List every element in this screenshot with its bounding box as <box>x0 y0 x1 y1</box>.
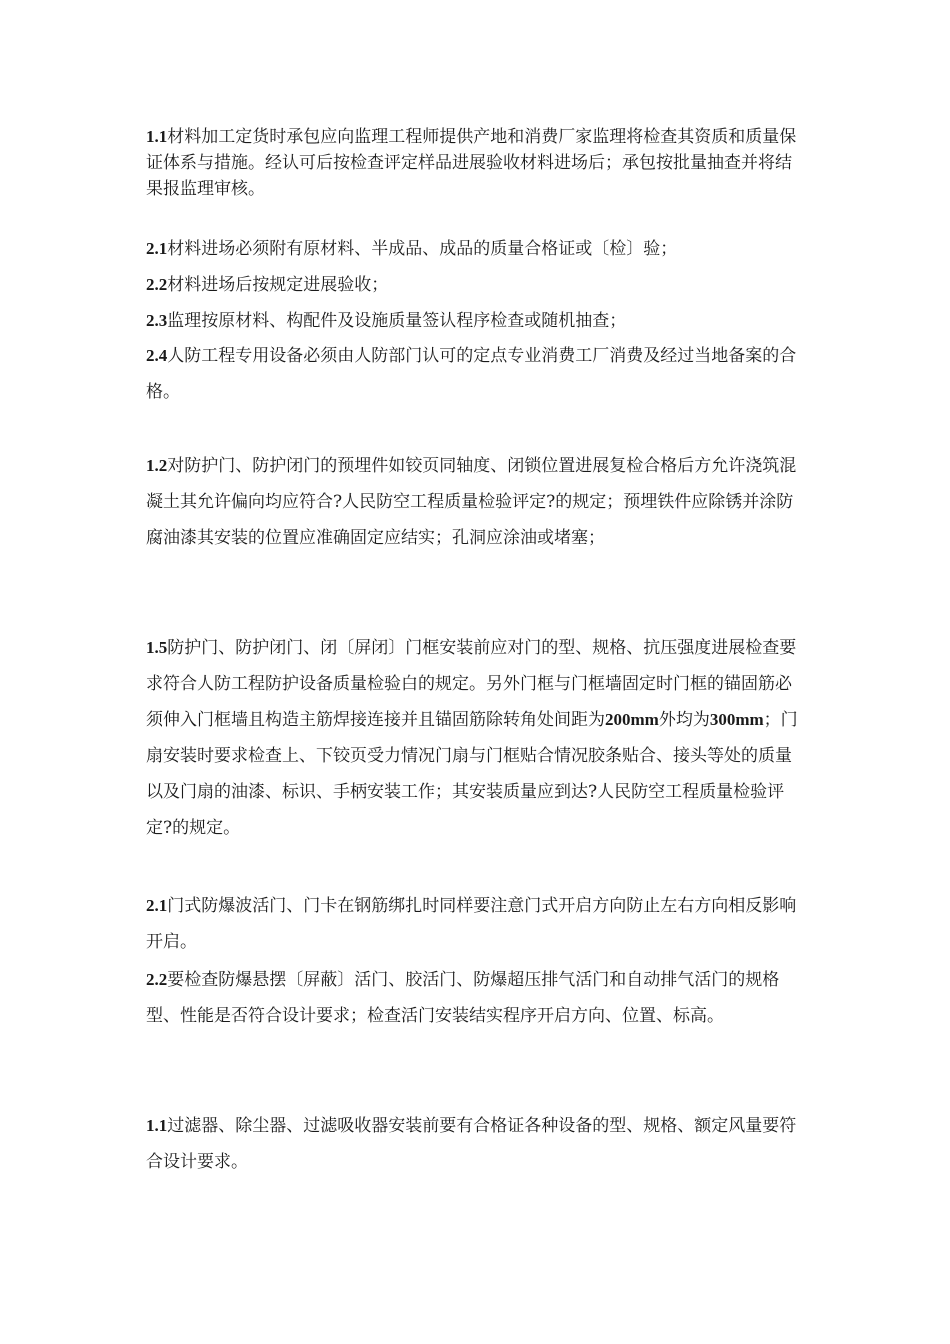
paragraph-text: 对防护门、防护闭门的预埋件如铰页同轴度、闭锁位置进展复检合格后方允许浇筑混凝土其允许偏向均应符合?人民防空工程质量检验评定?的规定；预埋铁件应除锈并涂防腐油漆其安装的位置应准确固定应结实；孔洞应涂油或堵塞； <box>146 456 797 548</box>
clause-number: 2.1 <box>146 896 168 915</box>
paragraph-1-1-filter-installation <box>146 1108 806 1180</box>
paragraph-1-2-embedded-parts <box>146 448 806 556</box>
paragraph-2-4-special-equipment <box>146 338 806 410</box>
paragraph-text: ；门扇安装时要求检查上、下铰页受力情况门扇与门框贴合情况胶条贴合、接头等处的质量以及门扇的油漆、标识、手柄安装工作；其安装质量应到达?人民防空工程质量检验评定?的规定。 <box>146 710 798 838</box>
paragraph-2-3-supervision-check <box>146 308 806 334</box>
paragraph-1-1-materials-ordering <box>146 124 806 202</box>
paragraph-text: 材料进场必须附有原材料、半成品、成品的质量合格证或〔检〕验； <box>167 239 678 259</box>
spacing-value: 200mm <box>605 710 659 729</box>
paragraph-text: 过滤器、除尘器、过滤吸收器安装前要有合格证各种设备的型、规格、额定风量要符合设计要求。 <box>146 1116 797 1172</box>
paragraph-text: 人防工程专用设备必须由人防部门认可的定点专业消费工厂消费及经过当地备案的合格。 <box>146 346 797 402</box>
clause-number: 1.1 <box>146 127 168 146</box>
paragraph-2-2-valve-inspection <box>146 962 806 1034</box>
paragraph-2-2-acceptance <box>146 272 806 298</box>
clause-number: 1.5 <box>146 638 168 657</box>
clause-number: 1.1 <box>146 1116 168 1135</box>
clause-number: 2.3 <box>146 311 168 330</box>
clause-number: 2.2 <box>146 970 168 989</box>
clause-number: 2.1 <box>146 239 168 258</box>
paragraph-2-1-quality-certificate <box>146 236 806 262</box>
spacing-value: 300mm <box>709 710 764 729</box>
paragraph-text: 外均为 <box>658 710 710 730</box>
clause-number: 2.4 <box>146 346 168 365</box>
paragraph-text: 材料加工定货时承包应向监理工程师提供产地和消费厂家监理将检查其资质和质量保证体系与措施。经认可后按检查评定样品进展验收材料进场后；承包按批量抽查并将结果报监理审核。 <box>146 127 797 199</box>
paragraph-text: 材料进场后按规定进展验收； <box>167 275 389 295</box>
clause-number: 2.2 <box>146 275 168 294</box>
paragraph-text: 监理按原材料、构配件及设施质量签认程序检查或随机抽查； <box>167 311 627 331</box>
paragraph-1-5-door-frame-installation <box>146 630 806 846</box>
paragraph-text: 门式防爆波活门、门卡在钢筋绑扎时同样要注意门式开启方向防止左右方向相反影响开启。 <box>146 896 797 952</box>
clause-number: 1.2 <box>146 456 168 475</box>
paragraph-text: 要检查防爆悬摆〔屏蔽〕活门、胶活门、防爆超压排气活门和自动排气活门的规格型、性能是否符合设计要求；检查活门安装结实程序开启方向、位置、标高。 <box>146 970 780 1026</box>
paragraph-2-1-blast-valve <box>146 888 806 960</box>
paragraph-text: 防护门、防护闭门、闭〔屏闭〕门框安装前应对门的型、规格、抗压强度进展检查要求符合人防工程防护设备质量检验白的规定。另外门框与门框墙固定时门框的锚固筋必须伸入门框墙且构造主筋焊接连接并且锚固筋除转角处间距为 <box>146 638 797 730</box>
